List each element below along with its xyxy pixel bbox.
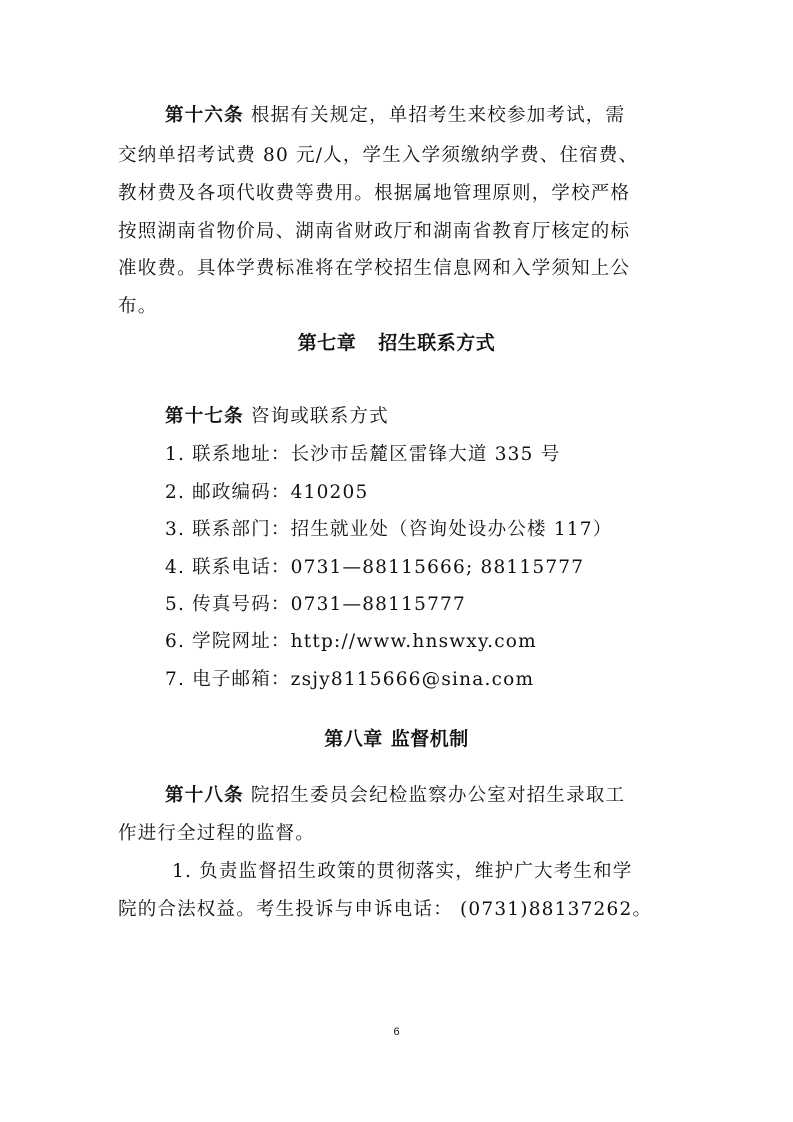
article18-text: 院招生委员会纪检监察办公室对招生录取工 [250,785,626,806]
article16-line5: 准收费。具体学费标准将在学校招生信息网和入学须知上公 [118,258,631,279]
contact-item-fax: 5. 传真号码：0731—88115777 [165,594,466,615]
chapter8-number: 第八章 [324,728,383,750]
contact-item-address: 1. 联系地址：长沙市岳麓区雷锋大道 335 号 [165,444,561,465]
article16-line4: 按照湖南省物价局、湖南省财政厅和湖南省教育厅核定的标 [118,221,631,242]
contact-item-department: 3. 联系部门：招生就业处（咨询处设办公楼 117） [165,519,613,540]
article16-line2: 交纳单招考试费 80 元/人，学生入学须缴纳学费、住宿费、 [118,145,639,166]
article18-item1-line1: 1. 负责监督招生政策的贯彻落实，维护广大考生和学 [172,861,633,882]
chapter8-heading [0,726,793,752]
article17-line [165,404,389,430]
article16-line1 [165,103,625,129]
article16-text: 根据有关规定，单招考生来校参加考试，需 [250,105,626,126]
article17-text: 咨询或联系方式 [250,406,389,427]
chapter8-title: 监督机制 [390,728,469,750]
article16-label: 第十六条 [165,105,244,126]
contact-item-website: 6. 学院网址：http://www.hnswxy.com [165,631,537,652]
contact-item-phone: 4. 联系电话：0731—88115666; 88115777 [165,557,585,578]
article18-label: 第十八条 [165,785,244,806]
chapter7-title: 招生联系方式 [378,332,496,354]
article16-line3: 教材费及各项代收费等费用。根据属地管理原则，学校严格 [118,183,631,204]
chapter7-heading [0,330,793,356]
contact-item-email: 7. 电子邮箱：zsjy8115666@sina.com [165,669,535,690]
article18-line2: 作进行全过程的监督。 [118,823,316,844]
article16-line6: 布。 [118,296,158,317]
article17-label: 第十七条 [165,406,244,427]
chapter7-number: 第七章 [297,332,357,354]
contact-item-postcode: 2. 邮政编码：410205 [165,482,369,503]
page-number: 6 [393,1026,400,1038]
article18-line1 [165,783,625,809]
article18-item1-line2: 院的合法权益。考生投诉与申诉电话： (0731)88137262。 [118,899,653,920]
